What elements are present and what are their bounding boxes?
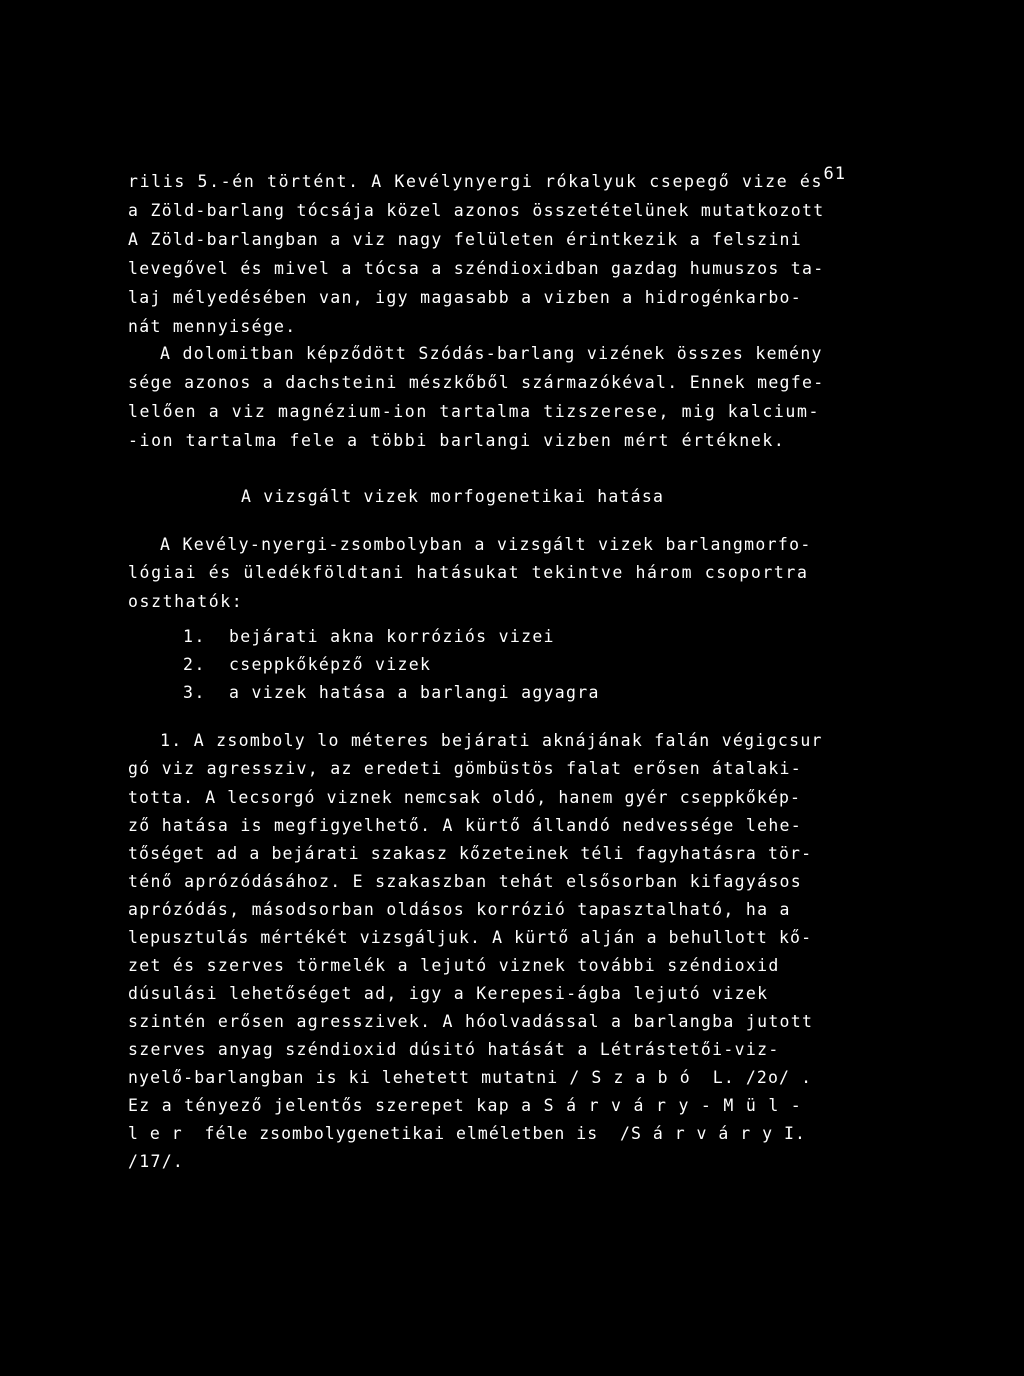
list-item-text: bejárati akna korróziós vizei: [229, 627, 555, 646]
paragraph-1-line: A Zöld-barlangban a viz nagy felületen érintkezik a felszini: [128, 230, 803, 249]
paragraph-1-line: a Zöld-barlang tócsája közel azonos összetételünek mutatkozott: [128, 201, 825, 220]
paragraph-2-line: -ion tartalma fele a többi barlangi vizben mért értéknek.: [128, 431, 786, 450]
paragraph-4-line: dúsulási lehetőséget ad, igy a Kerepesi-ágba lejutó vizek: [128, 984, 769, 1003]
list-item-number: 3.: [183, 683, 207, 702]
page-number: 61: [823, 164, 846, 184]
paragraph-3-line: A Kevély-nyergi-zsombolyban a vizsgált vizek barlangmorfo-: [160, 535, 812, 554]
list-item-number: 1.: [183, 627, 207, 646]
paragraph-1-line: levegővel és mivel a tócsa a széndioxidban gazdag humuszos ta-: [128, 259, 825, 278]
paragraph-4-line: tőséget ad a bejárati szakasz kőzeteinek téli fagyhatásra tör-: [128, 844, 813, 863]
paragraph-4-line: 1. A zsomboly lo méteres bejárati aknájának falán végigcsur: [160, 731, 823, 750]
paragraph-1-line: rilis 5.-én történt. A Kevélynyergi rókalyuk csepegő vize és: [128, 172, 824, 191]
paragraph-4-line: l e r féle zsombolygenetikai elméletben is /S á r v á r y I.: [128, 1124, 806, 1143]
paragraph-4-line: lepusztulás mértékét vizsgáljuk. A kürtő alján a behullott kő-: [128, 928, 813, 947]
list-item-number: 2.: [183, 655, 207, 674]
list-item-text: a vizek hatása a barlangi agyagra: [229, 683, 600, 702]
list-item-text: cseppkőképző vizek: [229, 655, 432, 674]
section-heading: A vizsgált vizek morfogenetikai hatása: [241, 487, 665, 506]
paragraph-2-line: A dolomitban képződött Szódás-barlang vizének összes kemény: [160, 344, 823, 363]
paragraph-4-line: zet és szerves törmelék a lejutó viznek további széndioxid: [128, 956, 780, 975]
paragraph-1-line: laj mélyedésében van, igy magasabb a vizben a hidrogénkarbo-: [128, 288, 803, 307]
paragraph-3-line: oszthatók:: [128, 592, 244, 611]
paragraph-4-line: szintén erősen agresszivek. A hóolvadással a barlangba jutott: [128, 1012, 814, 1031]
paragraph-1-line: nát mennyisége.: [128, 317, 297, 336]
paragraph-4-line: gó viz agressziv, az eredeti gömbüstös falat erősen átalaki-: [128, 759, 803, 778]
paragraph-3-line: lógiai és üledékföldtani hatásukat tekintve három csoportra: [128, 563, 809, 582]
paragraph-4-line: szerves anyag széndioxid dúsitó hatását a Létrástetői-viz-: [128, 1040, 780, 1059]
paragraph-4-line: Ez a tényező jelentős szerepet kap a S á r v á r y - M ü l -: [128, 1096, 803, 1115]
paragraph-2-line: sége azonos a dachsteini mészkőből származókéval. Ennek megfe-: [128, 373, 825, 392]
paragraph-4-line: totta. A lecsorgó viznek nemcsak oldó, hanem gyér cseppkőkép-: [128, 788, 802, 807]
paragraph-4-line: ténő aprózódásához. E szakaszban tehát elsősorban kifagyásos: [128, 872, 803, 891]
paragraph-4-line: ző hatása is megfigyelhető. A kürtő állandó nedvessége lehe-: [128, 816, 803, 835]
paragraph-4-line: /17/.: [128, 1152, 185, 1171]
paragraph-2-line: lelően a viz magnézium-ion tartalma tizszerese, mig kalcium-: [128, 402, 821, 421]
paragraph-4-line: aprózódás, másodsorban oldásos korrózió tapasztalható, ha a: [128, 900, 791, 919]
paragraph-4-line: nyelő-barlangban is ki lehetett mutatni / S z a b ó L. /2o/ .: [128, 1068, 813, 1087]
